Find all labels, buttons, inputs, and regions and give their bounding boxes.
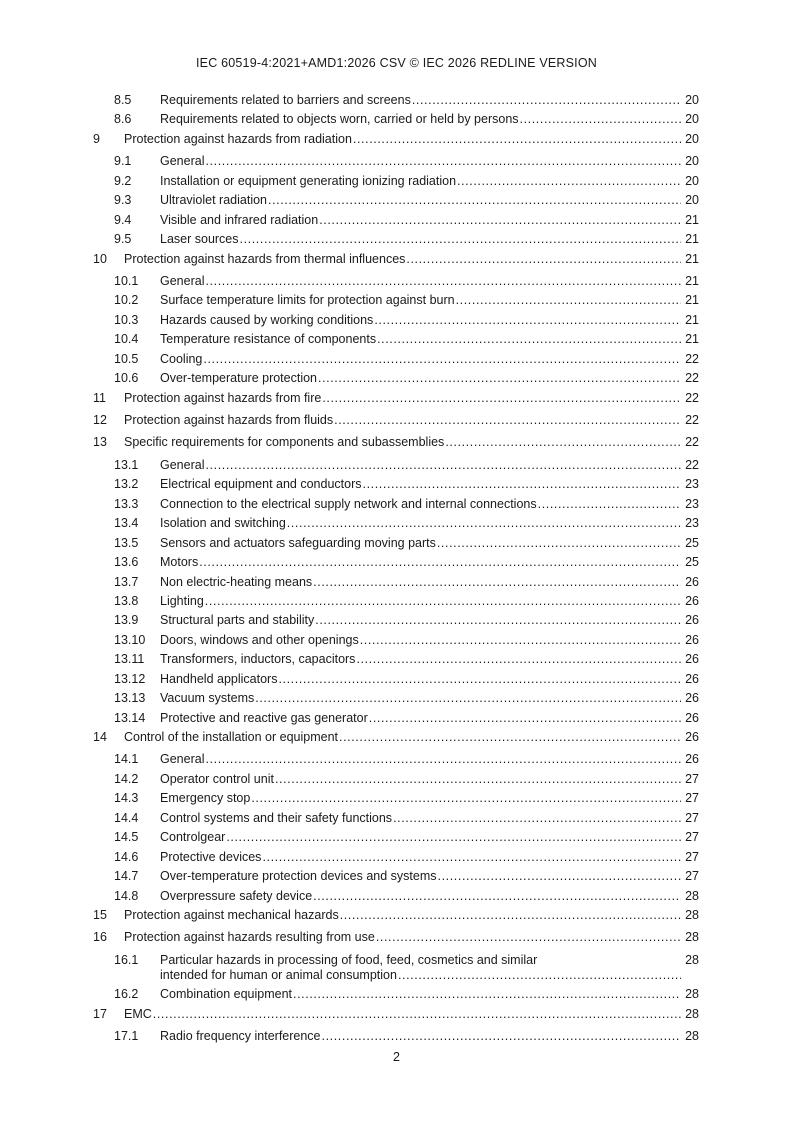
toc-entry-page: 23 [685,516,699,531]
toc-entry-title [160,772,682,787]
dot-leader [293,987,681,1002]
toc-entry-page: 27 [685,791,699,806]
dot-leader [319,213,681,228]
toc-entry-text: Transformers, inductors, capacitors [160,652,356,667]
dot-leader [374,313,681,328]
toc-entry-title [160,752,682,767]
dot-leader [538,497,681,512]
toc-entry-title [160,536,682,551]
toc-entry-text: Specific requirements for components and subassemblies [124,435,445,450]
toc-entry-number: 15 [93,907,107,922]
toc-entry-page: 22 [685,435,699,450]
toc-entry-page: 22 [685,351,699,366]
toc-entry-title [160,497,682,512]
toc-entry-number: 17.1 [114,1029,139,1044]
toc-entry-number: 10.2 [114,293,139,308]
toc-entry-text: Protection against hazards from fire [124,390,322,405]
toc-entry-title [160,154,682,169]
toc-entry[interactable] [93,791,699,806]
dot-leader [340,908,681,923]
toc-entry-page: 26 [685,593,699,608]
toc-entry-number: 9.3 [114,193,132,208]
toc-entry-page: 26 [685,613,699,628]
toc-entry-page: 28 [685,888,699,903]
toc-entry-page: 21 [685,232,699,247]
toc-entry-page: 21 [685,212,699,227]
toc-entry-page: 22 [685,371,699,386]
toc-entry[interactable] [93,252,699,267]
toc-entry-title [160,193,682,208]
toc-entry-text: Electrical equipment and conductors [160,477,362,492]
toc-entry-text: General [160,457,205,472]
toc-entry-title [160,213,682,228]
toc-entry-title [160,232,682,247]
toc-entry-title [160,458,682,473]
toc-entry-page: 28 [685,907,699,922]
document-header: IEC 60519-4:2021+AMD1:2026 CSV © IEC 2026 REDLINE VERSION [195,56,597,70]
toc-entry-title [160,594,682,609]
toc-entry-text: Control of the installation or equipment [124,730,339,744]
toc-entry-number: 10.4 [114,332,139,347]
toc-entry-text: Combination equipment [160,987,293,1002]
toc-entry-title [160,313,682,328]
toc-entry-title [124,930,682,945]
table-of-contents [93,93,699,1044]
dot-leader [240,232,681,247]
toc-entry-text: Control systems and their safety functions [160,810,393,825]
toc-entry-number: 13.13 [114,691,146,706]
toc-entry-text: Surface temperature limits for protection against burn [160,293,455,308]
toc-entry-number: 13.5 [114,535,139,550]
toc-entry-number: 10 [93,251,107,266]
toc-entry-title [160,293,682,308]
dot-leader [205,274,681,289]
toc-entry-number: 14.1 [114,752,139,767]
toc-entry-text: Non electric-heating means [160,574,313,589]
toc-entry-number: 13.10 [114,632,146,647]
toc-entry-number: 14.7 [114,869,139,884]
toc-entry-text: Requirements related to barriers and screens [160,93,411,107]
toc-entry-number: 13.8 [114,593,139,608]
dot-leader [322,1029,681,1044]
toc-entry-text: Controlgear [160,830,226,845]
toc-entry-title [160,652,682,667]
toc-entry-number: 14.6 [114,849,139,864]
dot-leader [356,652,681,667]
toc-entry-page: 26 [685,752,699,767]
toc-entry-number: 10.6 [114,371,139,386]
toc-entry-page: 27 [685,810,699,825]
toc-entry-text: Doors, windows and other openings [160,632,359,647]
toc-entry-text: Protective and reactive gas generator [160,710,368,725]
toc-entry[interactable] [93,458,699,473]
toc-entry-number: 13.2 [114,477,139,492]
toc-entry-title [160,516,682,531]
dot-leader [334,413,681,428]
toc-entry-page: 20 [685,173,699,188]
dot-leader [262,850,681,865]
toc-entry-page: 28 [685,987,699,1002]
toc-entry[interactable] [93,772,699,787]
toc-entry-page: 21 [685,251,699,266]
toc-entry-title [160,711,682,726]
toc-entry-page: 20 [685,154,699,169]
toc-entry-text: Over-temperature protection [160,371,318,386]
toc-entry[interactable] [93,371,699,386]
toc-entry-title [160,575,682,590]
toc-entry[interactable] [93,313,699,328]
toc-entry[interactable] [93,352,699,367]
dot-leader [369,711,681,726]
dot-leader [339,730,681,745]
toc-entry-text: Protection against hazards resulting from use [124,930,375,945]
toc-entry-title [160,352,682,367]
toc-entry-page: 23 [685,496,699,511]
dot-leader [406,252,681,267]
toc-entry-text: Structural parts and stability [160,613,315,628]
toc-entry[interactable] [93,869,699,884]
toc-entry[interactable] [93,497,699,512]
toc-entry-text: Protective devices [160,849,262,864]
toc-entry[interactable] [93,633,699,648]
toc-entry-number: 13.6 [114,555,139,570]
toc-entry-text: General [160,752,205,767]
toc-entry-page: 26 [685,691,699,706]
dot-leader [360,633,681,648]
toc-entry[interactable] [93,930,699,945]
toc-entry[interactable] [93,516,699,531]
toc-entry-number: 14 [93,730,107,744]
toc-entry-text: Vacuum systems [160,691,255,706]
toc-entry-number: 8.5 [114,93,132,107]
toc-entry-title [160,613,682,628]
toc-entry-page: 26 [685,671,699,686]
toc-entry-text: Connection to the electrical supply network and internal connections [160,496,537,511]
toc-entry-page: 20 [685,93,699,107]
toc-entry[interactable] [93,274,699,289]
toc-entry-title [160,633,682,648]
toc-entry-text: Handheld applicators [160,671,278,686]
dot-leader [445,435,681,450]
toc-entry-page: 27 [685,771,699,786]
toc-entry-title [160,555,682,570]
toc-entry-page: 25 [685,535,699,550]
toc-entry-number: 16.2 [114,987,139,1002]
toc-entry[interactable] [93,413,699,428]
toc-entry[interactable] [93,1029,699,1044]
toc-entry[interactable] [93,193,699,208]
toc-entry-number: 14.2 [114,771,139,786]
toc-entry-page: 28 [685,1029,699,1044]
toc-entry-title [124,252,682,267]
toc-entry-page: 28 [685,952,699,967]
toc-entry[interactable] [93,730,699,745]
toc-entry[interactable] [93,613,699,628]
toc-entry-text: Isolation and switching [160,516,286,531]
dot-leader [251,791,681,806]
toc-entry-text: Protection against hazards from fluids [124,413,334,427]
toc-entry-page: 26 [685,730,699,744]
toc-entry-title [160,987,682,1002]
toc-entry[interactable] [93,752,699,767]
toc-entry-title [160,830,682,845]
toc-entry-number: 16 [93,930,107,945]
toc-entry-page: 20 [685,112,699,127]
toc-entry-page: 22 [685,413,699,427]
toc-entry-number: 10.3 [114,312,139,327]
toc-entry-number: 13.12 [114,671,146,686]
toc-entry-text: Installation or equipment generating ionizing radiation [160,173,457,188]
toc-entry-page: 20 [685,131,699,146]
toc-entry-title [124,435,682,450]
page-number: 2 [393,1050,400,1064]
dot-leader [205,594,681,609]
dot-leader [393,811,681,826]
dot-leader [456,293,681,308]
toc-entry-page: 20 [685,193,699,208]
toc-entry-page: 26 [685,574,699,589]
toc-entry-text: Radio frequency interference [160,1029,321,1044]
dot-leader [203,352,681,367]
toc-entry-text: Overpressure safety device [160,888,313,903]
toc-entry[interactable] [93,850,699,865]
toc-entry-number: 9.5 [114,232,132,247]
dot-leader [353,132,681,147]
toc-entry[interactable] [93,987,699,1002]
toc-entry[interactable] [93,555,699,570]
toc-entry-title [124,1007,682,1022]
dot-leader [205,752,681,767]
toc-entry-title [160,93,682,108]
toc-entry[interactable] [93,953,699,983]
toc-entry-page: 21 [685,312,699,327]
toc-entry-number: 9 [93,131,100,146]
toc-entry-title [160,953,682,983]
toc-entry[interactable] [93,811,699,826]
toc-entry[interactable] [93,477,699,492]
dot-leader [377,332,681,347]
toc-entry-title [160,791,682,806]
toc-entry-number: 13.3 [114,496,139,511]
toc-entry-text: Ultraviolet radiation [160,193,267,208]
toc-entry-title [160,174,682,189]
toc-entry[interactable] [93,830,699,845]
toc-entry-title [160,672,682,687]
toc-entry-page: 25 [685,555,699,570]
dot-leader [318,371,681,386]
toc-entry-text: Emergency stop [160,791,251,806]
toc-entry-title [160,371,682,386]
toc-entry-text: Cooling [160,351,203,366]
toc-entry[interactable] [93,332,699,347]
toc-entry[interactable] [93,575,699,590]
toc-entry-title [160,850,682,865]
toc-entry[interactable] [93,293,699,308]
toc-entry-number: 14.8 [114,888,139,903]
toc-entry-title-line1: Particular hazards in processing of food, feed, cosmetics and similar [160,952,538,967]
dot-leader [205,154,681,169]
dot-leader [322,391,681,406]
toc-entry-page: 26 [685,632,699,647]
toc-entry-text: Hazards caused by working conditions [160,312,374,327]
toc-entry-number: 13.9 [114,613,139,628]
dot-leader [255,691,681,706]
toc-entry[interactable] [93,889,699,904]
toc-entry-text: EMC [124,1006,152,1021]
dot-leader [275,772,681,787]
toc-entry-number: 9.2 [114,173,132,188]
toc-entry-text: Laser sources [160,232,239,247]
dot-leader [313,575,681,590]
toc-entry-number: 13 [93,435,107,450]
toc-entry-title [160,889,682,904]
toc-entry-page: 22 [685,390,699,405]
toc-entry-title [160,274,682,289]
toc-entry-text: Requirements related to objects worn, carried or held by persons [160,112,519,127]
toc-entry-number: 10.1 [114,273,139,288]
toc-entry-text: General [160,154,205,169]
dot-leader [412,93,681,108]
toc-entry[interactable] [93,1007,699,1022]
toc-entry[interactable] [93,93,699,108]
toc-entry-number: 13.14 [114,710,146,725]
dot-leader [313,889,681,904]
toc-entry-page: 26 [685,652,699,667]
toc-entry-page: 28 [685,930,699,945]
toc-entry-text: Protection against mechanical hazards [124,907,339,922]
toc-entry-page: 21 [685,293,699,308]
toc-entry[interactable] [93,691,699,706]
dot-leader [268,193,681,208]
dot-leader [398,968,681,983]
toc-entry-number: 9.4 [114,212,132,227]
toc-entry-text: Sensors and actuators safeguarding moving parts [160,535,436,550]
toc-entry-number: 13.1 [114,457,139,472]
dot-leader [287,516,681,531]
toc-entry-number: 10.5 [114,351,139,366]
toc-entry-number: 9.1 [114,154,132,169]
toc-entry-number: 12 [93,413,107,427]
toc-entry[interactable] [93,711,699,726]
toc-entry-text: Protection against hazards from thermal influences [124,251,406,266]
toc-entry-number: 13.11 [114,652,145,667]
toc-entry-number: 14.4 [114,810,139,825]
toc-entry-page: 28 [685,1006,699,1021]
toc-entry-title [124,132,682,147]
toc-entry-number: 11 [93,390,106,405]
toc-entry[interactable] [93,435,699,450]
toc-entry-title [160,1029,682,1044]
dot-leader [437,536,681,551]
dot-leader [278,672,681,687]
toc-entry[interactable] [93,652,699,667]
toc-entry-page: 21 [685,332,699,347]
toc-entry-title [160,477,682,492]
toc-entry[interactable] [93,908,699,923]
toc-entry-number: 14.3 [114,791,139,806]
toc-entry-number: 14.5 [114,830,139,845]
toc-entry[interactable] [93,391,699,406]
toc-entry-title [160,691,682,706]
dot-leader [457,174,681,189]
toc-entry[interactable] [93,154,699,169]
toc-entry-number: 13.7 [114,574,139,589]
toc-entry-title [124,391,682,406]
toc-entry-title [160,811,682,826]
toc-entry[interactable] [93,594,699,609]
toc-entry-text: General [160,273,205,288]
dot-leader [153,1007,681,1022]
toc-entry-title [124,908,682,923]
toc-entry-page: 26 [685,710,699,725]
toc-entry-page: 21 [685,273,699,288]
toc-entry-number: 16.1 [114,952,139,967]
toc-entry-text: Temperature resistance of components [160,332,377,347]
dot-leader [199,555,681,570]
toc-entry[interactable] [93,213,699,228]
toc-entry-page: 23 [685,477,699,492]
toc-entry-text: Over-temperature protection devices and systems [160,869,437,884]
toc-entry[interactable] [93,112,699,127]
toc-entry-page: 27 [685,830,699,845]
dot-leader [205,458,681,473]
toc-entry[interactable] [93,232,699,247]
toc-entry-title [124,730,682,745]
toc-entry-title [124,413,682,428]
dot-leader [520,112,681,127]
dot-leader [315,613,681,628]
toc-entry-text: Operator control unit [160,771,274,786]
dot-leader [376,930,681,945]
dot-leader [226,830,681,845]
toc-entry-title-line2: intended for human or animal consumption [160,967,397,982]
toc-entry-text: Lighting [160,593,204,608]
dot-leader [438,869,681,884]
toc-entry-number: 17 [93,1006,107,1021]
toc-entry-number: 13.4 [114,516,139,531]
toc-entry-title [160,869,682,884]
toc-entry-page: 27 [685,869,699,884]
toc-entry[interactable] [93,174,699,189]
toc-entry-text: Motors [160,555,199,570]
toc-entry-title [160,332,682,347]
toc-entry-page: 27 [685,849,699,864]
toc-entry-number: 8.6 [114,112,132,127]
toc-entry[interactable] [93,132,699,147]
toc-entry-text: Visible and infrared radiation [160,212,319,227]
toc-entry-page: 22 [685,457,699,472]
toc-entry[interactable] [93,672,699,687]
toc-entry-text: Protection against hazards from radiation [124,131,352,146]
toc-entry[interactable] [93,536,699,551]
dot-leader [363,477,681,492]
toc-entry-title [160,112,682,127]
